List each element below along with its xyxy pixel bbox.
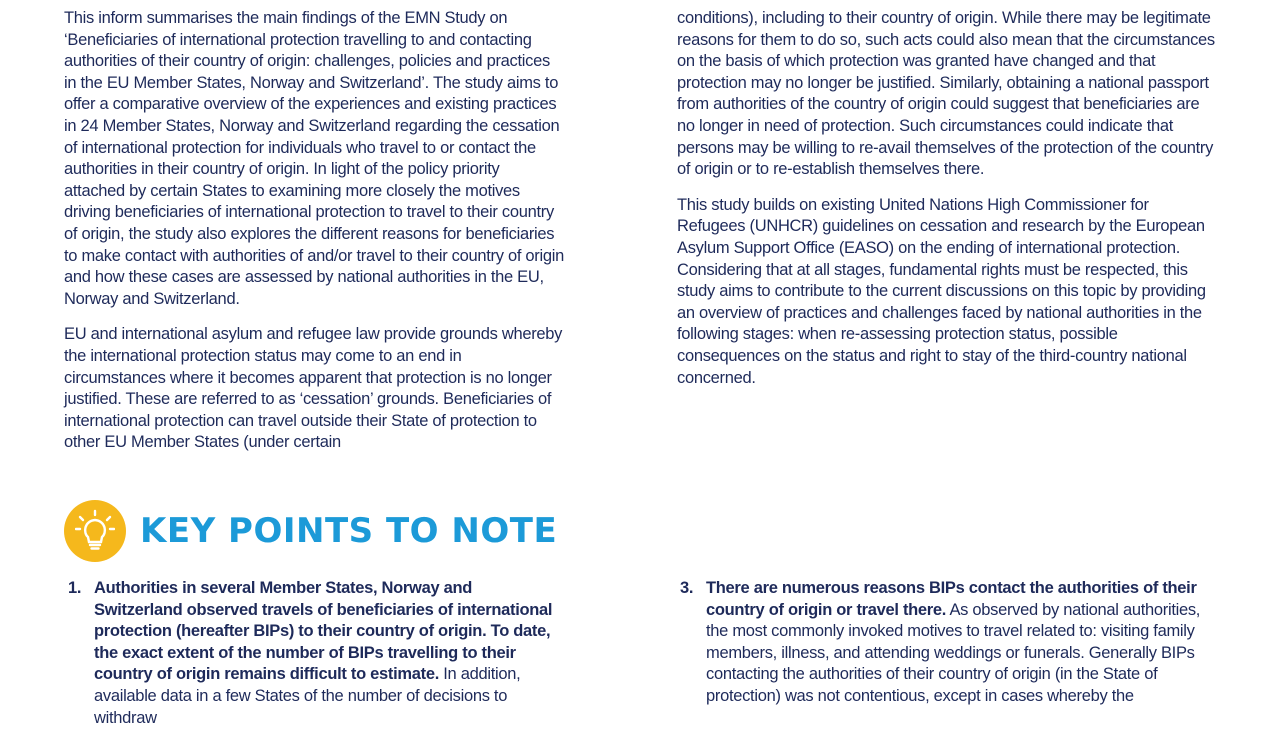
intro-paragraph: EU and international asylum and refugee law provide grounds whereby the international protection status may come to an end in circumstances where it becomes apparent that protection is no longer justified. These are referred to as ‘cessation’ grounds. Beneficiaries of international protection can travel outside their State of protection to other EU Member States (under certain	[64, 325, 563, 452]
intro-paragraph: This inform summarises the main findings of the EMN Study on ‘Beneficiaries of international protection travelling to and contacting authorities of their country of origin: challenges, policies and practices in the EU Member States, Norway and Switzerland’. The study aims to offer a comparative overview of the experiences and existing practices in 24 Member States, Norway and Switzerland regarding the cessation of international protection for individuals who travel to or contact the authorities in their country of origin. In light of the policy priority attached by certain States to examining more closely the motives driving beneficiaries of international protection to travel to their country of origin, the study also explores the different reasons for beneficiaries to make contact with authorities of and/or travel to their country of origin and how these cases are assessed by national authorities in the EU, Norway and Switzerland.	[64, 9, 564, 308]
key-point-bold: Authorities in several Member States, Norway and Switzerland observed travels of beneficiaries of international protection (hereafter BIPs) to their country of origin. To date, the exact extent of the number of BIPs travelling to their country of origin remains difficult to estimate.	[94, 579, 553, 684]
intro-paragraph: conditions), including to their country of origin. While there may be legitimate reasons for them to do so, such acts could also mean that the circumstances on the basis of which protection was granted have changed and that protection may no longer be justified. Similarly, obtaining a national passport from authorities of the country of origin could suggest that beneficiaries are no longer in need of protection. Such circumstances could indicate that persons may be willing to re-avail themselves of the protection of the country of origin or to re-establish themselves there.	[677, 9, 1215, 179]
intro-paragraph: This study builds on existing United Nations High Commissioner for Refugees (UNHCR) guidelines on cessation and research by the European Asylum Support Office (EASO) on the ending of international protection. Considering that at all stages, fundamental rights must be respected, this study aims to contribute to the current discussions on this topic by providing an overview of practices and challenges faced by national authorities in the following stages: when re-assessing protection status, possible consequences on the status and right to stay of the third-country national concerned.	[677, 195, 1206, 387]
key-point-body: As observed by national authorities, the most commonly invoked motives to travel related to: visiting family members, illness, and attending weddings or funerals. Generally BIPs contacting the authorities of their country of origin (in the State of protection) was not contentious, except in cases whereby the	[706, 600, 1201, 705]
key-point-item	[680, 578, 1220, 708]
key-points-title: KEY POINTS TO NOTE	[140, 511, 558, 551]
key-point-body: In addition, available data in a few States of the number of decisions to withdraw	[94, 665, 521, 727]
intro-left-column	[64, 8, 564, 468]
key-points-heading	[64, 500, 557, 562]
key-point-number: 3.	[680, 579, 694, 597]
key-point-text	[706, 578, 1220, 708]
key-point-bold: There are numerous reasons BIPs contact the authorities of their country of origin or travel there.	[706, 579, 1197, 619]
key-point-number: 1.	[68, 579, 82, 597]
intro-right-column	[677, 8, 1217, 403]
key-point-text	[94, 578, 558, 729]
lightbulb-icon	[64, 500, 126, 562]
key-point-item	[68, 578, 558, 729]
